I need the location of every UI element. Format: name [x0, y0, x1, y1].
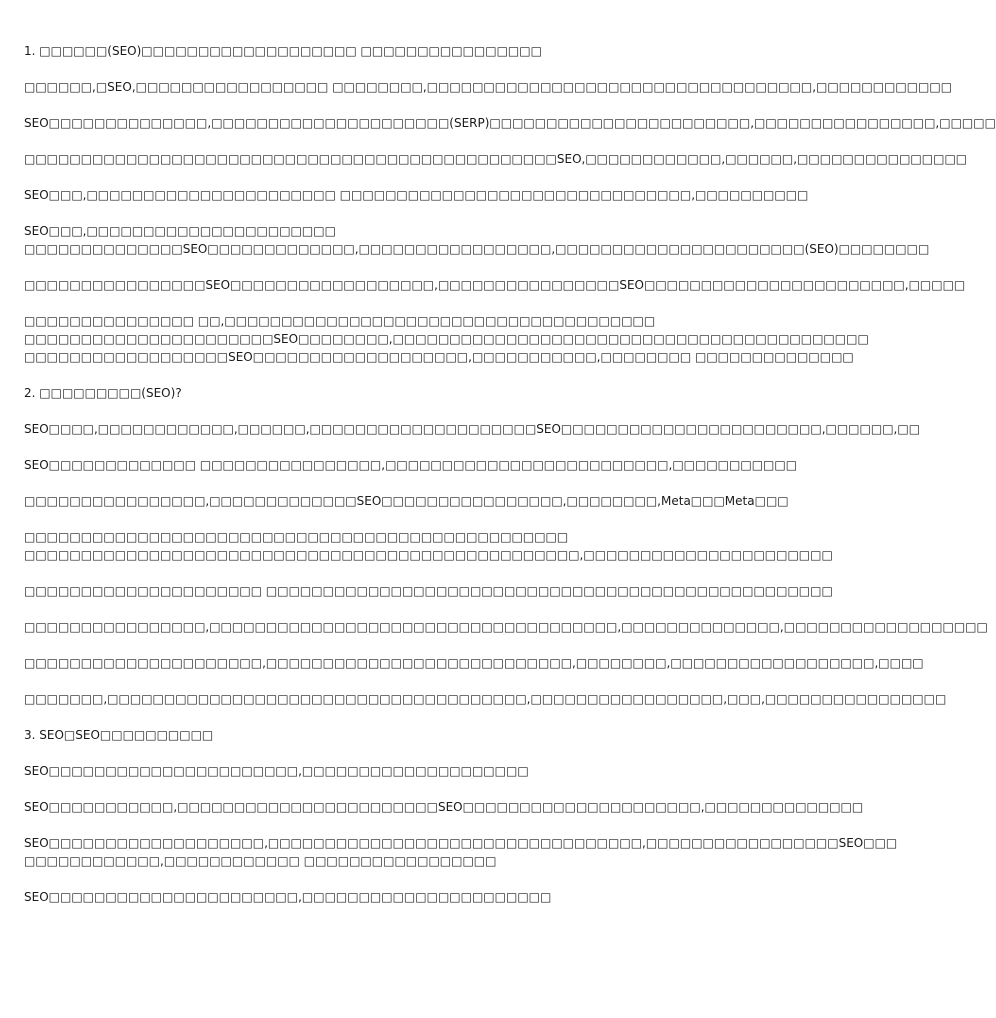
- text-line: SEO□□□□□□□□□□□□□□,□□□□□□□□□□□□□□□□□□□□□(SERP)□□□□□□□□□□□□□□□□□□□□□□□,□□□□□□□□□□□□□□□□,□□□□□: [24, 116, 996, 130]
- paragraph: [24, 312, 869, 366]
- paragraph: [24, 186, 809, 204]
- paragraph: [24, 114, 996, 132]
- text-line: □□□□□□□□□□□□□□□□□□□□□□□□□□□□□□□□□□□□□□□□□□□□□□□SEO,□□□□□□□□□□□□,□□□□□□,□□□□□□□□□□□□□□□: [24, 152, 968, 166]
- text-line: 1. □□□□□□(SEO)□□□□□□□□□□□□□□□□□□□ □□□□□□□□□□□□□□□□: [24, 44, 542, 58]
- paragraph: [24, 690, 947, 708]
- text-line: □□□□□□□□□□□□□□□ □□,□□□□□□□□□□□□□□□□□□□□□□□□□□□□□□□□□□□□□□: [24, 314, 656, 328]
- text-line: SEO□□□□□□□□□□□,□□□□□□□□□□□□□□□□□□□□□□□SEO□□□□□□□□□□□□□□□□□□□□□,□□□□□□□□□□□□□□: [24, 800, 864, 814]
- paragraph: [24, 528, 833, 564]
- text-line: □□□□□□□□□□□□□□□□□□□□□ □□□□□□□□□□□□□□□□□□□□□□□□□□□□□□□□□□□□□□□□□□□□□□□□□□: [24, 584, 833, 598]
- text-line: □□□□□□□□□□□□□□□□□□□□□□SEO□□□□□□□□,□□□□□□□□□□□□□□□□□□□□□□□□□□□□□□□□□□□□□□□□□□: [24, 332, 869, 346]
- paragraph: [24, 42, 720, 60]
- text-line: □□□□□□□□□□□□□□□□□□□□□,□□□□□□□□□□□□□□□□□□□□□□□□□□□,□□□□□□□□,□□□□□□□□□□□□□□□□□□,□□□□: [24, 656, 924, 670]
- paragraph: [24, 888, 720, 906]
- paragraph: [24, 222, 930, 258]
- paragraph: [24, 762, 720, 780]
- paragraph: [24, 834, 898, 870]
- paragraph: [24, 582, 833, 600]
- text-line: □□□□□□□□□□□□□□SEO□□□□□□□□□□□□□,□□□□□□□□□□□□□□□□□,□□□□□□□□□□□□□□□□□□□□□□(SEO)□□□□□□□□: [24, 242, 930, 256]
- text-line: □□□□□□□□□□□□□□□□SEO□□□□□□□□□□□□□□□□□□,□□□□□□□□□□□□□□□□SEO□□□□□□□□□□□□□□□□□□□□□□□,□□□□□: [24, 278, 966, 292]
- paragraph: [24, 420, 921, 438]
- paragraph: [24, 654, 924, 672]
- text-line: SEO□□□,□□□□□□□□□□□□□□□□□□□□□□ □□□□□□□□□□□□□□□□□□□□□□□□□□□□□□□,□□□□□□□□□□: [24, 188, 809, 202]
- text-line: SEO□□□,□□□□□□□□□□□□□□□□□□□□□□: [24, 224, 336, 238]
- text-line: SEO□□□□,□□□□□□□□□□□□,□□□□□□,□□□□□□□□□□□□□□□□□□□□SEO□□□□□□□□□□□□□□□□□□□□□□□,□□□□□□,□□: [24, 422, 921, 436]
- text-line: □□□□□□,□SEO,□□□□□□□□□□□□□□□□□ □□□□□□□□,□□□□□□□□□□□□□□□□□□□□□□□□□□□□□□□□□□,□□□□□□□□□□□□: [24, 80, 953, 94]
- text-line: □□□□□□□,□□□□□□□□□□□□□□□□□□□□□□□□□□□□□□□□□□□□□,□□□□□□□□□□□□□□□□□,□□□,□□□□□□□□□□□□□□□□: [24, 692, 947, 706]
- paragraph: [24, 384, 720, 402]
- paragraph: [24, 150, 968, 168]
- paragraph: [24, 798, 864, 816]
- text-line: 3. SEO□SEO□□□□□□□□□□: [24, 728, 214, 742]
- paragraph: [24, 456, 798, 474]
- text-line: SEO□□□□□□□□□□□□□□□□□□□□□□,□□□□□□□□□□□□□□□□□□□□□□: [24, 890, 552, 904]
- text-line: SEO□□□□□□□□□□□□□□□□□□□,□□□□□□□□□□□□□□□□□□□□□□□□□□□□□□□□□,□□□□□□□□□□□□□□□□□SEO□□□: [24, 836, 898, 850]
- text-line: □□□□□□□□□□□□□□□□□□SEO□□□□□□□□□□□□□□□□□□□,□□□□□□□□□□□,□□□□□□□□ □□□□□□□□□□□□□□: [24, 350, 854, 364]
- text-line: □□□□□□□□□□□□□□□□,□□□□□□□□□□□□□SEO□□□□□□□□□□□□□□□□,□□□□□□□□,Meta□□□Meta□□□: [24, 494, 789, 508]
- text-line: □□□□□□□□□□□□□□□□□□□□□□□□□□□□□□□□□□□□□□□□□□□□□□□□□,□□□□□□□□□□□□□□□□□□□□□□: [24, 548, 833, 562]
- text-line: □□□□□□□□□□□□□□□□□□□□□□□□□□□□□□□□□□□□□□□□□□□□□□□□: [24, 530, 569, 544]
- paragraph: [24, 78, 953, 96]
- text-line: SEO□□□□□□□□□□□□□□□□□□□□□□,□□□□□□□□□□□□□□□□□□□□: [24, 764, 529, 778]
- paragraph: [24, 618, 988, 636]
- text-line: □□□□□□□□□□□□,□□□□□□□□□□□□ □□□□□□□□□□□□□□□□□: [24, 854, 497, 868]
- text-line: SEO□□□□□□□□□□□□□ □□□□□□□□□□□□□□□□,□□□□□□□□□□□□□□□□□□□□□□□□□,□□□□□□□□□□□: [24, 458, 798, 472]
- text-line: □□□□□□□□□□□□□□□□,□□□□□□□□□□□□□□□□□□□□□□□□□□□□□□□□□□□□,□□□□□□□□□□□□□□,□□□□□□□□□□□□□□□□□□: [24, 620, 988, 634]
- paragraph: [24, 276, 966, 294]
- paragraph: [24, 726, 720, 744]
- paragraph: [24, 492, 789, 510]
- text-line: 2. □□□□□□□□□(SEO)?: [24, 386, 182, 400]
